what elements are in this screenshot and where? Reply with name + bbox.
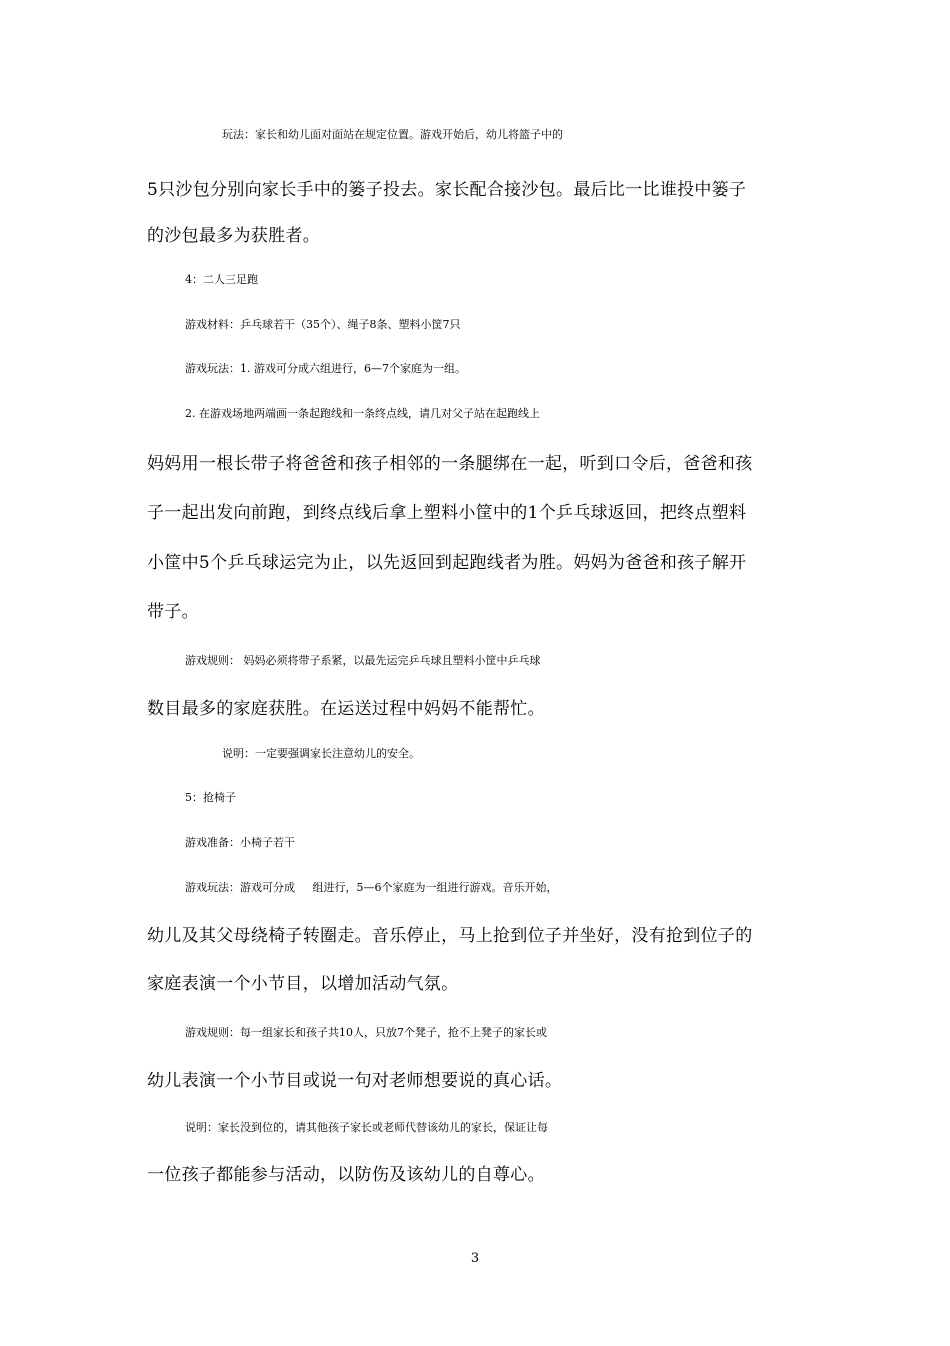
paragraph-line: 数目最多的家庭获胜。在运送过程中妈妈不能帮忙。 [147, 699, 545, 719]
paragraph-line: 家庭表演一个小节目，以增加活动气氛。 [147, 974, 459, 994]
page-number: 3 [470, 1251, 480, 1266]
paragraph-line: 幼儿及其父母绕椅子转圈走。音乐停止，马上抢到位子并坐好，没有抢到位子的 [147, 926, 753, 946]
paragraph-line: 幼儿表演一个小节目或说一句对老师想要说的真心话。 [147, 1071, 563, 1091]
paragraph-line: 子一起出发向前跑，到终点线后拿上塑料小筐中的1个乒乓球返回，把终点塑料 [147, 503, 747, 523]
section-heading: 4：二人三足跑 [185, 273, 258, 286]
paragraph-line: 游戏规则： 妈妈必须将带子系紧，以最先运完乒乓球且塑料小筐中乒乓球 [185, 654, 541, 667]
paragraph-line: 说明：一定要强调家长注意幼儿的安全。 [222, 747, 420, 760]
paragraph-line: 2. 在游戏场地两端画一条起跑线和一条终点线，请几对父子站在起跑线上 [185, 407, 540, 420]
paragraph-line: 一位孩子都能参与活动，以防伤及该幼儿的自尊心。 [147, 1165, 545, 1185]
paragraph-line: 妈妈用一根长带子将爸爸和孩子相邻的一条腿绑在一起，听到口令后，爸爸和孩 [147, 454, 753, 474]
paragraph-line: 带子。 [147, 602, 199, 622]
paragraph-line: 玩法：家长和幼儿面对面站在规定位置。游戏开始后，幼儿将篮子中的 [222, 128, 563, 141]
paragraph-line: 的沙包最多为获胜者。 [147, 226, 320, 246]
paragraph-line: 游戏玩法：游戏可分成 组进行，5—6个家庭为一组进行游戏。音乐开始， [185, 881, 558, 894]
paragraph-line: 游戏玩法：1. 游戏可分成六组进行，6—7个家庭为一组。 [185, 362, 466, 375]
paragraph-line: 5只沙包分别向家长手中的篓子投去。家长配合接沙包。最后比一比谁投中篓子 [147, 180, 747, 200]
paragraph-line: 游戏规则：每一组家长和孩子共10人，只放7个凳子，抢不上凳子的家长或 [185, 1026, 547, 1039]
paragraph-line: 游戏材料：乒乓球若干（35个）、绳子8条、塑料小筐7只 [185, 318, 461, 331]
paragraph-line: 说明：家长没到位的，请其他孩子家长或老师代替该幼儿的家长，保证让每 [185, 1121, 548, 1134]
section-heading: 5：抢椅子 [185, 791, 236, 804]
paragraph-line: 小筐中5个乒乓球运完为止，以先返回到起跑线者为胜。妈妈为爸爸和孩子解开 [147, 553, 747, 573]
paragraph-line: 游戏准备：小椅子若干 [185, 836, 295, 849]
